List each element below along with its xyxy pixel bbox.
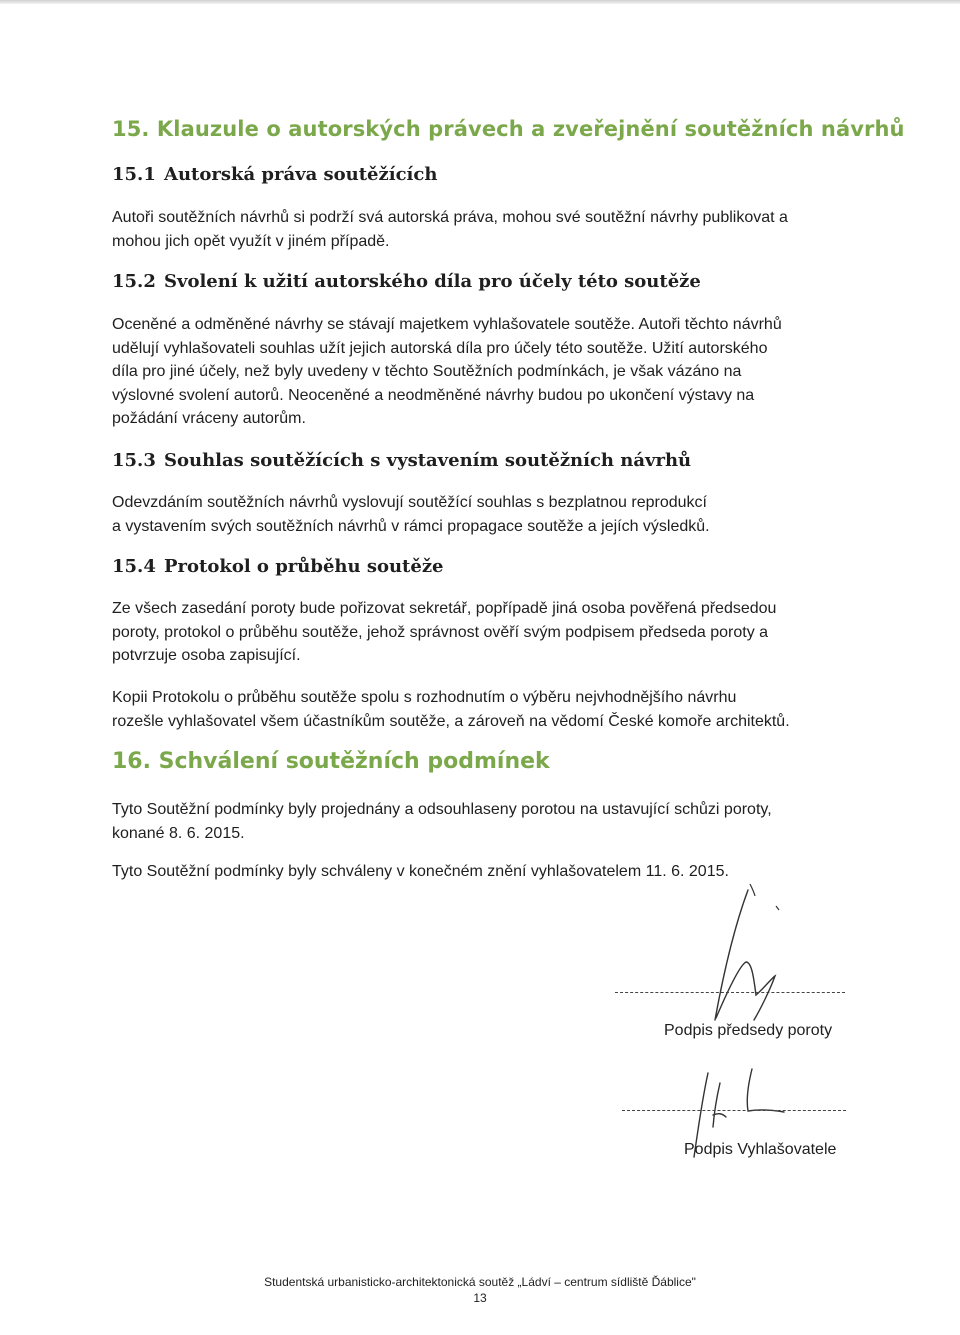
section-number: 15.4 xyxy=(112,556,156,577)
section-16-paragraph-1 xyxy=(112,798,772,845)
section-15-1-heading xyxy=(112,164,437,185)
text-line: Odevzdáním soutěžních návrhů vyslovují soutěžící souhlas s bezplatnou reprodukcí xyxy=(112,494,707,511)
text-line: výslovné svolení autorů. Neoceněné a neodměněné návrhy budou po ukončení výstavy na xyxy=(112,386,755,404)
section-16-paragraph-2 xyxy=(112,860,729,884)
text-line: Tyto Soutěžní podmínky byly projednány a odsouhlaseny porotou na ustavující schůzi poroty, xyxy=(112,801,772,818)
top-edge-line xyxy=(0,0,960,4)
page-number: 13 xyxy=(473,1291,487,1305)
section-title: Souhlas soutěžících s vystavením soutěžních návrhů xyxy=(164,450,692,471)
text-line: konané 8. 6. 2015. xyxy=(112,824,245,842)
section-15-3-heading xyxy=(112,450,691,471)
section-15-2-heading xyxy=(112,271,701,292)
text-line: potvrzuje osoba zapisující. xyxy=(112,647,301,664)
chair-signature-line xyxy=(615,992,845,993)
text-line: Tyto Soutěžní podmínky byly schváleny v konečném znění vyhlašovatelem 11. 6. 2015. xyxy=(112,863,729,880)
announcer-signature-label: Podpis Vyhlašovatele xyxy=(684,1141,837,1158)
section-15-3-paragraph xyxy=(112,491,710,538)
text-line: udělují vyhlašovateli souhlas užít jejich autorská díla pro účely této soutěže. Užití autorského xyxy=(112,339,768,357)
section-title: Autorská práva soutěžících xyxy=(164,164,438,185)
section-title: Protokol o průběhu soutěže xyxy=(164,556,444,577)
text-line: Ze všech zasedání poroty bude pořizovat sekretář, popřípadě jiná osoba pověřená předsedou xyxy=(112,600,777,617)
section-title: Svolení k užití autorského díla pro účely této soutěže xyxy=(164,271,701,292)
footer-text: Studentská urbanisticko-architektonická soutěž „Ládví – centrum sídliště Ďáblice" xyxy=(264,1275,696,1289)
section-15-4-paragraph-1 xyxy=(112,597,776,668)
text-line: Oceněné a odměněné návrhy se stávají majetkem vyhlašovatele soutěže. Autoři těchto návrhů xyxy=(112,316,782,333)
section-15-4-paragraph-2 xyxy=(112,686,790,733)
text-line: Autoři soutěžních návrhů si podrží svá autorská práva, mohou své soutěžní návrhy publikovat a xyxy=(112,209,788,226)
chair-signature-scribble xyxy=(680,870,840,1040)
text-line: mohou jich opět využít v jiném případě. xyxy=(112,232,390,250)
text-line: díla pro jiné účely, než byly uvedeny v těchto Soutěžních podmínkách, je však vázáno na xyxy=(112,363,742,380)
text-line: rozešle vyhlašovatel všem účastníkům soutěže, a zároveň na vědomí České komoře architektů. xyxy=(112,712,790,730)
text-line: a vystavením svých soutěžních návrhů v rámci propagace soutěže a jejích výsledků. xyxy=(112,517,710,535)
section-15-title: 15. Klauzule o autorských právech a zveřejnění soutěžních návrhů xyxy=(112,117,905,141)
section-15-1-paragraph xyxy=(112,206,788,253)
section-16-title: 16. Schválení soutěžních podmínek xyxy=(112,749,550,774)
announcer-signature-line xyxy=(622,1110,846,1111)
section-number: 15.2 xyxy=(112,271,156,292)
section-15-4-heading xyxy=(112,556,444,577)
section-number: 15.3 xyxy=(112,450,156,471)
text-line: poroty, protokol o průběhu soutěže, jehož správnost ověří svým podpisem předseda poroty a xyxy=(112,623,769,641)
section-number: 15.1 xyxy=(112,164,156,185)
text-line: Kopii Protokolu o průběhu soutěže spolu s rozhodnutím o výběru nejvhodnějšího návrhu xyxy=(112,689,737,706)
chair-signature-label: Podpis předsedy poroty xyxy=(664,1022,833,1039)
text-line: požádání vráceny autorům. xyxy=(112,410,306,427)
section-15-2-paragraph xyxy=(112,313,782,431)
